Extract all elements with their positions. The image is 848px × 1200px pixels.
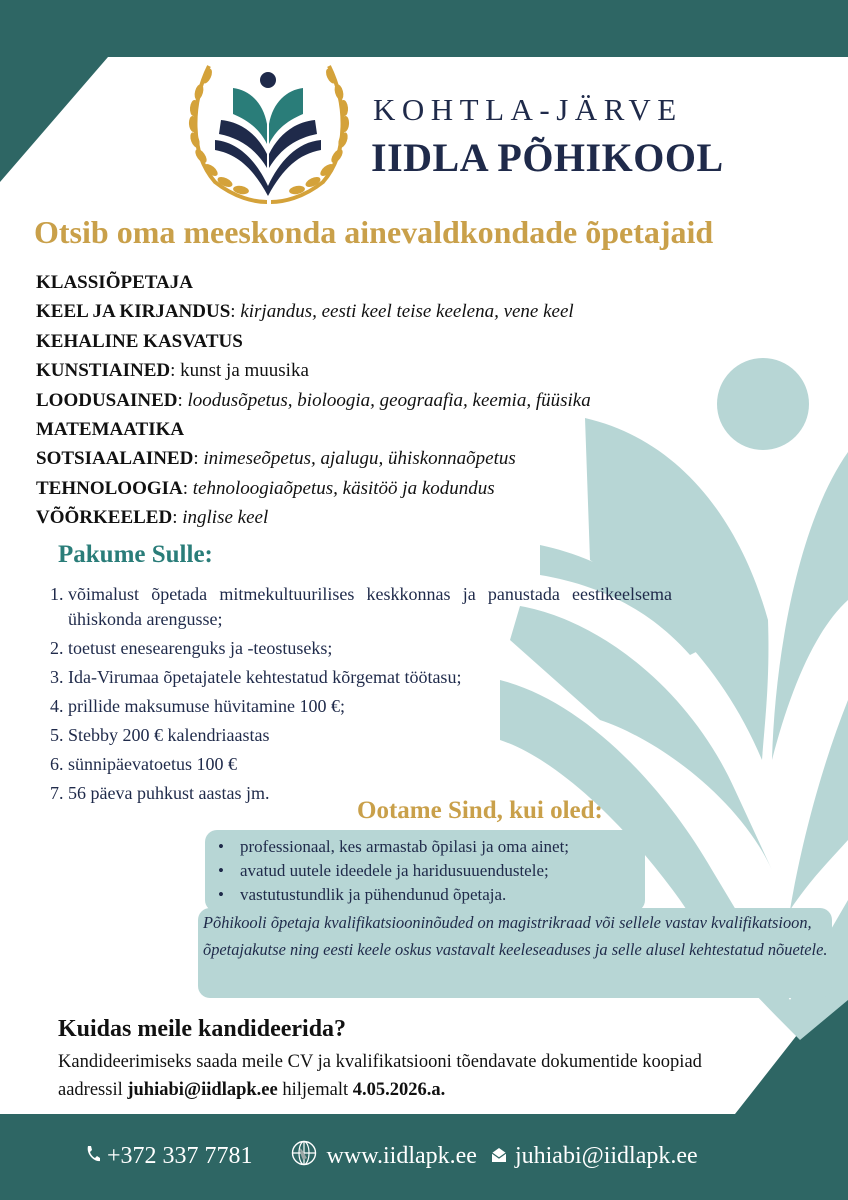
page-headline: Otsib oma meeskonda ainevaldkondade õpetajaid: [34, 214, 714, 250]
subject-item: [36, 297, 716, 326]
subject-separator: :: [170, 360, 181, 382]
email-address: juhiabi@iidlapk.ee: [514, 1142, 698, 1169]
offer-item: [50, 582, 672, 631]
requirement-text: professionaal, kes armastab õpilasi ja oma ainet;: [240, 837, 570, 856]
subject-item: [36, 415, 716, 444]
subject-name: KEHALINE KASVATUS: [36, 330, 243, 352]
subject-item: [36, 444, 716, 473]
subject-item: [36, 327, 716, 356]
subject-name: TEHNOLOOGIA: [36, 477, 183, 499]
requirement-item: [218, 859, 569, 883]
footer-email[interactable]: [491, 1143, 698, 1170]
bullet-icon: •: [218, 861, 224, 880]
footer-phone[interactable]: [85, 1143, 253, 1170]
offer-item: [50, 723, 672, 748]
requirement-text: avatud uutele ideedele ja haridusuuendustele;: [240, 861, 549, 880]
subject-separator: :: [182, 477, 193, 499]
subject-name: LOODUSAINED: [36, 389, 178, 411]
subject-item: [36, 474, 716, 503]
globe-icon: [291, 1140, 317, 1173]
offer-text: Ida-Virumaa õpetajatele kehtestatud kõrgemat töötasu;: [68, 666, 462, 687]
subject-detail: tehnoloogiaõpetus, käsitöö ja kodundus: [192, 477, 495, 499]
subject-name: MATEMAATIKA: [36, 418, 185, 440]
bullet-icon: •: [218, 837, 224, 856]
offer-text: Stebby 200 € kalendriaastas: [68, 724, 270, 745]
subject-item: [36, 356, 716, 385]
offer-list: [50, 582, 672, 810]
footer-contacts: [85, 1139, 698, 1173]
apply-text-part: hiljemalt: [277, 1079, 353, 1100]
subject-item: [36, 268, 716, 297]
phone-number: +372 337 7781: [107, 1142, 253, 1169]
brand-school-name: IIDLA PÕHIKOOL: [371, 135, 724, 180]
subject-detail: inglise keel: [182, 507, 269, 529]
offer-item: [50, 752, 672, 777]
subject-name: KLASSIÕPETAJA: [36, 272, 193, 293]
offer-number: 2.: [50, 637, 64, 658]
book-person-icon: [215, 72, 321, 196]
offer-number: 1.: [50, 584, 64, 604]
requirements-heading: Ootame Sind, kui oled:: [357, 797, 603, 824]
apply-heading: Kuidas meile kandideerida?: [58, 1016, 347, 1042]
apply-email-link[interactable]: juhiabi@iidlapk.ee: [127, 1079, 278, 1100]
subject-name: VÕÕRKEELED: [36, 507, 173, 529]
school-logo: [185, 62, 353, 204]
subject-name: KEEL JA KIRJANDUS: [36, 301, 231, 323]
offer-heading: Pakume Sulle:: [58, 541, 213, 568]
footer-website[interactable]: [291, 1140, 477, 1173]
subject-detail: kirjandus, eesti keel teise keelena, vene keel: [240, 301, 574, 323]
subject-detail: inimeseõpetus, ajalugu, ühiskonnaõpetus: [203, 448, 516, 470]
apply-deadline: 4.05.2026.a.: [352, 1079, 446, 1100]
offer-text: 56 päeva puhkust aastas jm.: [68, 783, 270, 804]
subject-separator: :: [193, 448, 204, 470]
subject-item: [36, 503, 716, 532]
subject-name: KUNSTIAINED: [36, 360, 171, 382]
offer-item: [50, 665, 672, 690]
requirement-item: [218, 835, 569, 859]
offer-number: 3.: [50, 666, 64, 687]
offer-item: [50, 636, 672, 661]
offer-text: võimalust õpetada mitmekultuurilises keskkonnas ja panustada eestikeelsema ühiskonda arengusse;: [68, 584, 672, 629]
requirements-list: [218, 835, 569, 907]
phone-icon: [85, 1143, 101, 1170]
subject-separator: :: [172, 507, 183, 529]
apply-instructions: [58, 1049, 758, 1104]
subject-detail: loodusõpetus, bioloogia, geograafia, keemia, füüsika: [187, 389, 591, 411]
offer-number: 6.: [50, 754, 64, 775]
offer-text: sünnipäevatoetus 100 €: [68, 754, 237, 775]
subject-separator: :: [230, 301, 241, 323]
brand-city: KOHTLA-JÄRVE: [373, 92, 683, 127]
envelope-icon: [491, 1143, 507, 1170]
requirement-item: [218, 883, 569, 907]
subject-separator: :: [177, 389, 188, 411]
offer-text: toetust enesearenguks ja -teostuseks;: [68, 637, 333, 658]
subject-name: SOTSIAALAINED: [36, 448, 194, 470]
offer-number: 4.: [50, 695, 64, 716]
offer-text: prillide maksumuse hüvitamine 100 €;: [68, 695, 345, 716]
subject-item: [36, 386, 716, 415]
subject-detail: kunst ja muusika: [180, 360, 309, 382]
requirement-text: vastutustundlik ja pühendunud õpetaja.: [240, 885, 507, 904]
offer-number: 5.: [50, 724, 64, 745]
subject-list: [36, 268, 716, 533]
apply-text-part: Kandideerimiseks saada meile CV ja kvalifikatsiooni tõendavate dokumentide koopiad aadressil: [58, 1052, 702, 1100]
bullet-icon: •: [218, 885, 224, 904]
qualification-text: Põhikooli õpetaja kvalifikatsiooninõuded on magistrikraad või sellele vastav kvalifikatsioon, õpetajakutse ning eesti keele oskus vastavalt keeleseaduses ja selle alusel kehtestatud nõuetele.: [203, 913, 828, 959]
offer-item: [50, 694, 672, 719]
website-url: www.iidlapk.ee: [326, 1142, 477, 1169]
offer-number: 7.: [50, 783, 64, 804]
